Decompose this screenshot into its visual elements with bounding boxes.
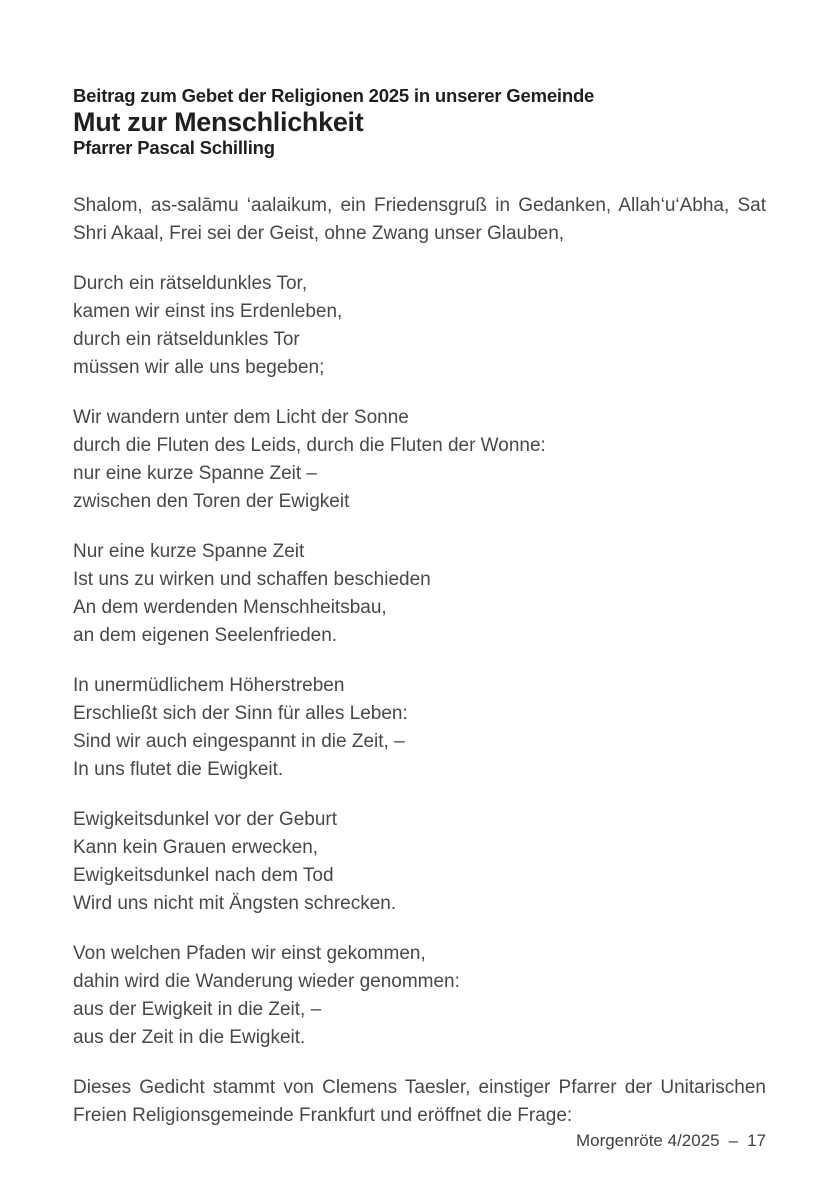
poem-line: In unermüdlichem Höherstreben xyxy=(73,675,345,696)
poem-line: Ist uns zu wirken und schaffen beschieden xyxy=(73,569,431,590)
poem-line: zwischen den Toren der Ewigkeit xyxy=(73,491,350,512)
poem-line: an dem eigenen Seelenfrieden. xyxy=(73,625,338,646)
poem-line: Durch ein rätseldunkles Tor, xyxy=(73,273,308,294)
poem-stanza-3 xyxy=(73,538,766,650)
article-header xyxy=(73,85,766,159)
poem-line: müssen wir alle uns begeben; xyxy=(73,357,325,378)
poem-line: aus der Ewigkeit in die Zeit, – xyxy=(73,999,322,1020)
poem-line: aus der Zeit in die Ewigkeit. xyxy=(73,1027,306,1048)
poem-line: Wird uns nicht mit Ängsten schrecken. xyxy=(73,893,397,914)
outro-paragraph: Dieses Gedicht stammt von Clemens Taesler, einstiger Pfarrer der Unitarischen Freien Religionsgemeinde Frankfurt und eröffnet die Frage: xyxy=(73,1077,766,1126)
poem-line: In uns flutet die Ewigkeit. xyxy=(73,759,284,780)
article-title: Mut zur Menschlichkeit xyxy=(73,107,364,137)
article-author: Pfarrer Pascal Schilling xyxy=(73,137,275,158)
poem-line: Nur eine kurze Spanne Zeit xyxy=(73,541,305,562)
poem-stanza-1 xyxy=(73,270,766,382)
intro-paragraph: Shalom, as-salāmu ‘aalaikum, ein Friedensgruß in Gedanken, Allah‘u‘Abha, Sat Shri Akaal, Frei sei der Geist, ohne Zwang unser Glauben, xyxy=(73,195,766,244)
poem-line: nur eine kurze Spanne Zeit – xyxy=(73,463,317,484)
poem-line: Ewigkeitsdunkel nach dem Tod xyxy=(73,865,334,886)
poem-line: Von welchen Pfaden wir einst gekommen, xyxy=(73,943,426,964)
footer-page-number: 17 xyxy=(747,1131,766,1150)
poem-line: Ewigkeitsdunkel vor der Geburt xyxy=(73,809,338,830)
poem-line: dahin wird die Wanderung wieder genommen: xyxy=(73,971,460,992)
poem-stanza-4 xyxy=(73,672,766,784)
poem-stanza-2 xyxy=(73,404,766,516)
poem-stanza-6 xyxy=(73,940,766,1052)
poem-line: Erschließt sich der Sinn für alles Leben: xyxy=(73,703,408,724)
poem-line: Wir wandern unter dem Licht der Sonne xyxy=(73,407,409,428)
poem-line: Kann kein Grauen erwecken, xyxy=(73,837,319,858)
footer-issue-label: Morgenröte 4/2025 xyxy=(575,1131,720,1150)
article-kicker: Beitrag zum Gebet der Religionen 2025 in unserer Gemeinde xyxy=(73,85,595,106)
poem-line: An dem werdenden Menschheitsbau, xyxy=(73,597,387,618)
poem-line: Sind wir auch eingespannt in die Zeit, – xyxy=(73,731,405,752)
poem-line: durch die Fluten des Leids, durch die Fluten der Wonne: xyxy=(73,435,546,456)
poem-stanza-5 xyxy=(73,806,766,918)
poem-line: durch ein rätseldunkles Tor xyxy=(73,329,300,350)
footer-separator: – xyxy=(728,1131,739,1150)
poem-line: kamen wir einst ins Erdenleben, xyxy=(73,301,343,322)
page-footer xyxy=(576,1131,766,1151)
